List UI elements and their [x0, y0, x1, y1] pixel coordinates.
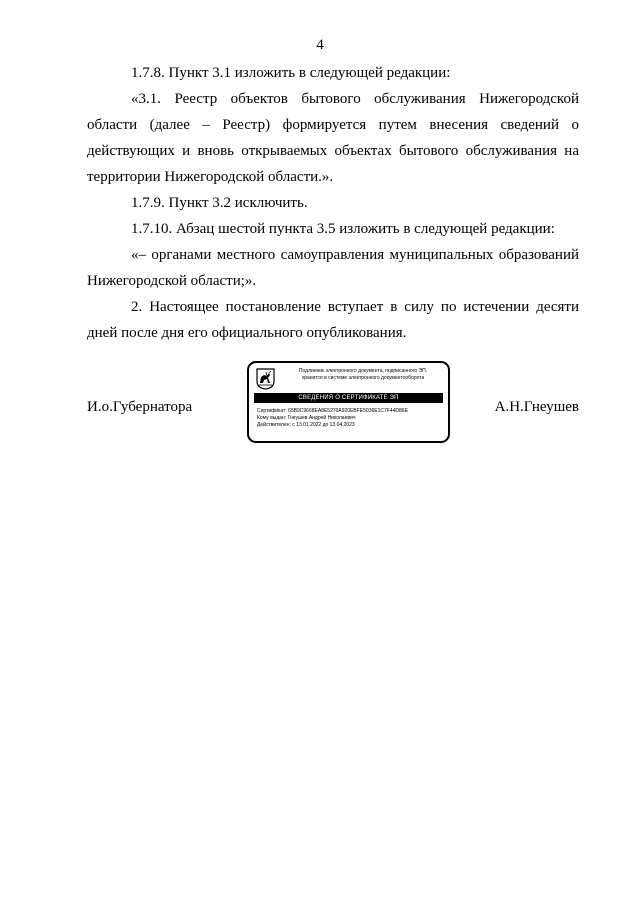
paragraph-1-7-9: 1.7.9. Пункт 3.2 исключить.: [131, 195, 308, 211]
stamp-caption-line-2: хранится в системе электронного документооборота: [301, 375, 425, 381]
page-number: 4: [316, 37, 324, 53]
document-body: [87, 60, 579, 346]
stamp-certificate: Сертификат: 65B9C9668EA8E5270A920EBFE5036E1C7F44D86E: [257, 408, 408, 414]
paragraph-effective-date: 2. Настоящее постановление вступает в силу по истечении десяти дней после дня его официального опубликования.: [87, 299, 579, 341]
stamp-caption-line-1: Подлинник электронного документа, подписанного ЭП,: [298, 368, 428, 374]
paragraph-1-7-10: 1.7.10. Абзац шестой пункта 3.5 изложить в следующей редакции:: [131, 221, 555, 237]
stamp-details: [257, 408, 445, 429]
stamp-header: СВЕДЕНИЯ О СЕРТИФИКАТЕ ЭП: [254, 393, 443, 403]
electronic-signature-stamp: [247, 361, 450, 443]
coat-of-arms-icon: [256, 368, 275, 390]
signatory-position: И.о.Губернатора: [87, 399, 193, 415]
paragraph-3-1-text: «3.1. Реестр объектов бытового обслуживания Нижегородской области (далее – Реестр) формируется путем внесения сведений о действующих и вновь открываемых объектах бытового обслуживания на территории Нижегородской области.».: [87, 91, 579, 185]
stamp-valid-period: Действителен: с 13.01.2022 до 13.04.2023: [257, 422, 355, 428]
paragraph-1-7-8: 1.7.8. Пункт 3.1 изложить в следующей редакции:: [131, 65, 451, 81]
stamp-issued-to: Кому выдан: Гнеушев Андрей Николаевич: [257, 415, 356, 421]
stamp-caption: [279, 368, 447, 382]
paragraph-local-government: «– органами местного самоуправления муниципальных образований Нижегородской области;».: [87, 247, 579, 289]
signatory-name: А.Н.Гнеушев: [494, 399, 579, 415]
